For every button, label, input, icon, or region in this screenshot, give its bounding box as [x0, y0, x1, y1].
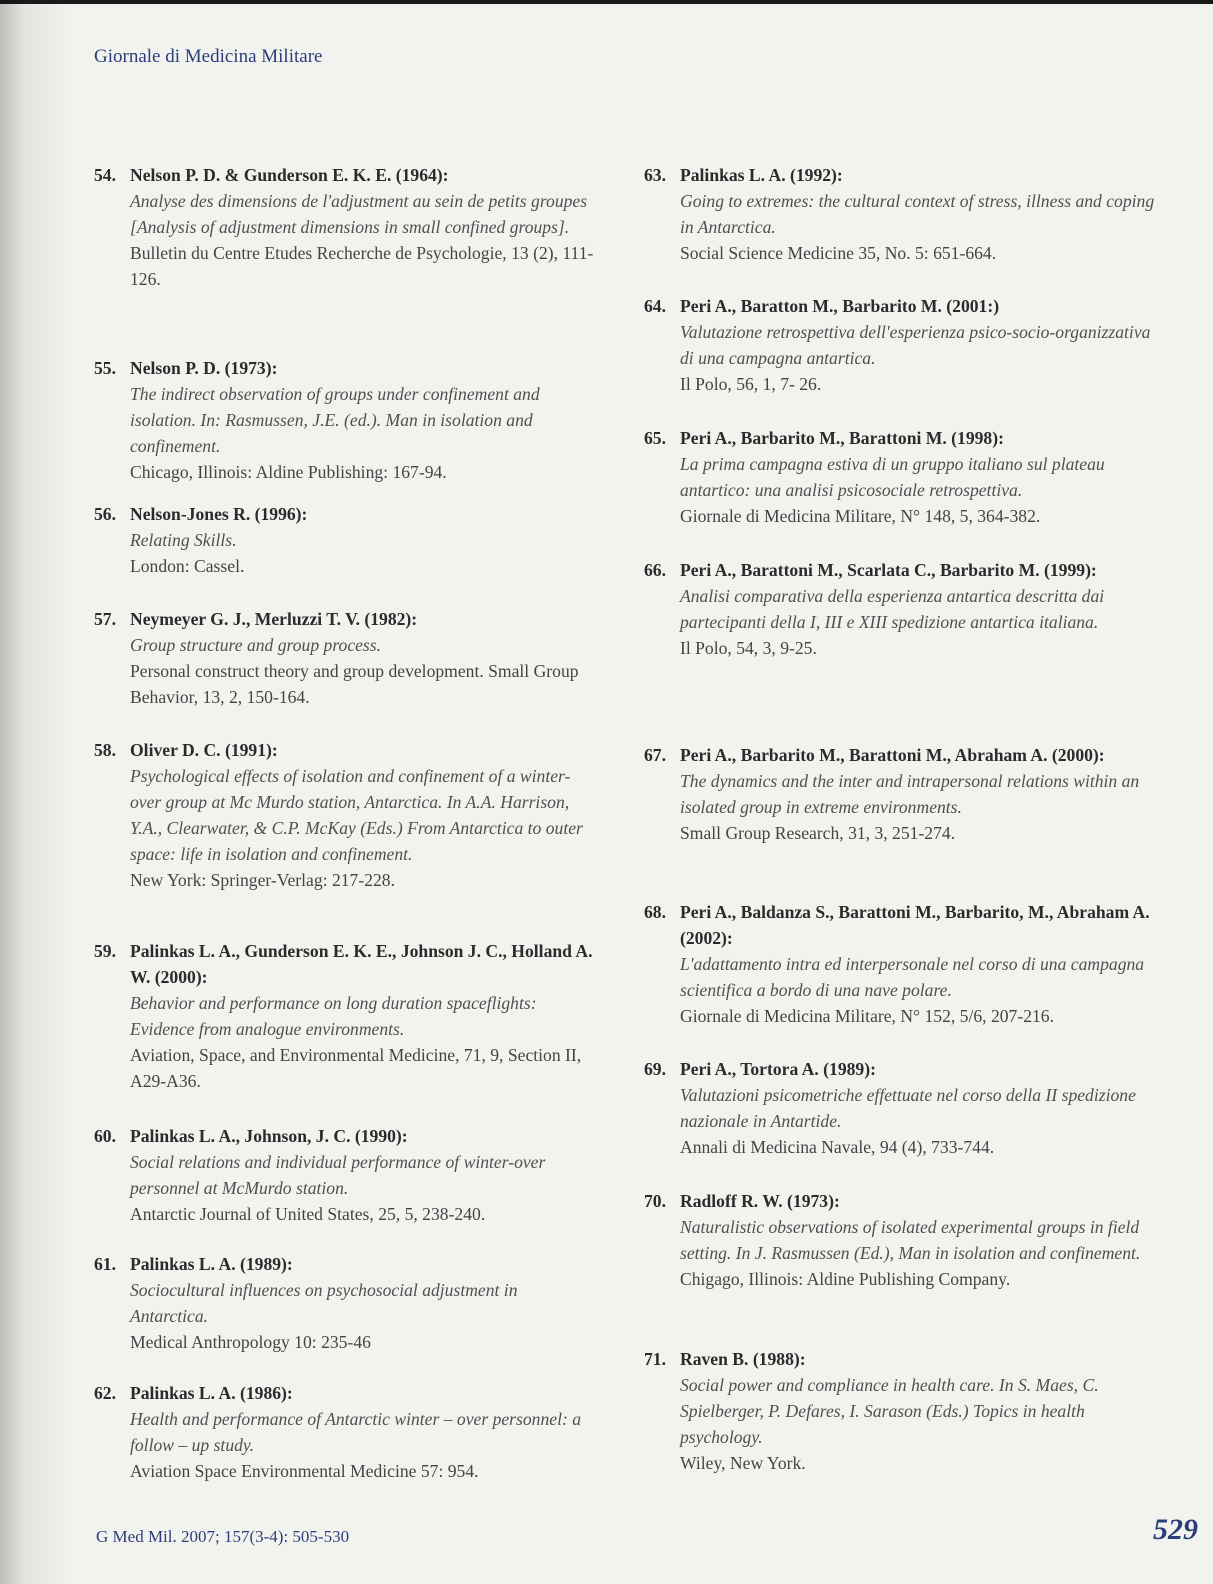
reference-title: Naturalistic observations of isolated experimental groups in field setting. In J. Rasmussen (Ed.), Man in isolation and confinement.: [680, 1217, 1141, 1263]
reference-number: 65.: [644, 428, 666, 448]
reference-publication: London: Cassel.: [130, 556, 245, 576]
reference-authors: Radloff R. W. (1973):: [680, 1191, 840, 1211]
reference-number: 61.: [94, 1254, 116, 1274]
reference-publication: New York: Springer-Verlag: 217-228.: [130, 870, 395, 890]
reference-title: Health and performance of Antarctic winter – over personnel: a follow – up study.: [130, 1409, 582, 1455]
reference-entry: [94, 1251, 594, 1355]
reference-publication: Chicago, Illinois: Aldine Publishing: 167-94.: [130, 462, 447, 482]
reference-entry: [94, 1380, 594, 1484]
reference-title: L'adattamento intra ed interpersonale nel corso di una campagna scientifica a bordo di una nave polare.: [680, 954, 1145, 1000]
reference-number: 58.: [94, 740, 116, 760]
reference-number: 70.: [644, 1191, 666, 1211]
reference-authors: Peri A., Baratton M., Barbarito M. (2001:): [680, 296, 1000, 316]
reference-authors: Palinkas L. A., Gunderson E. K. E., Johnson J. C., Holland A. W. (2000):: [130, 941, 593, 987]
reference-entry: [94, 737, 594, 893]
reference-title: Psychological effects of isolation and confinement of a winter-over group at Mc Murdo station, Antarctica. In A.A. Harrison, Y.A., Clearwater, & C.P. McKay (Eds.) From Antarctica to outer space: life in isolation and confinement.: [130, 766, 583, 864]
reference-publication: Giornale di Medicina Militare, N° 152, 5/6, 207-216.: [680, 1006, 1054, 1026]
reference-entry: [94, 938, 594, 1094]
reference-entry: [94, 1123, 594, 1227]
reference-entry: [94, 501, 594, 579]
reference-title: Valutazioni psicometriche effettuate nel corso della II spedizione nazionale in Antartide.: [680, 1085, 1136, 1131]
reference-authors: Neymeyer G. J., Merluzzi T. V. (1982):: [130, 609, 418, 629]
reference-title: Sociocultural influences on psychosocial adjustment in Antarctica.: [130, 1280, 518, 1326]
reference-publication: Personal construct theory and group development. Small Group Behavior, 13, 2, 150-164.: [130, 661, 579, 707]
reference-number: 54.: [94, 165, 116, 185]
reference-publication: Il Polo, 54, 3, 9-25.: [680, 638, 817, 658]
reference-publication: Il Polo, 56, 1, 7- 26.: [680, 374, 822, 394]
page-spine-shadow: [0, 0, 70, 1584]
reference-publication: Wiley, New York.: [680, 1453, 806, 1473]
reference-title: Relating Skills.: [130, 530, 237, 550]
reference-authors: Palinkas L. A. (1992):: [680, 165, 843, 185]
reference-publication: Antarctic Journal of United States, 25, 5, 238-240.: [130, 1204, 486, 1224]
reference-number: 57.: [94, 609, 116, 629]
reference-authors: Raven B. (1988):: [680, 1349, 806, 1369]
reference-authors: Oliver D. C. (1991):: [130, 740, 278, 760]
reference-entry: [644, 425, 1164, 529]
page-number: 529: [1153, 1513, 1198, 1546]
reference-entry: [94, 162, 594, 292]
reference-title: Social relations and individual performance of winter-over personnel at McMurdo station.: [130, 1152, 546, 1198]
reference-entry: [644, 293, 1164, 397]
reference-entry: [644, 557, 1164, 661]
reference-number: 60.: [94, 1126, 116, 1146]
reference-authors: Peri A., Baldanza S., Barattoni M., Barbarito, M., Abraham A. (2002):: [680, 902, 1150, 948]
reference-authors: Nelson P. D. (1973):: [130, 358, 278, 378]
reference-title: La prima campagna estiva di un gruppo italiano sul plateau antartico: una analisi psicosociale retrospettiva.: [680, 454, 1105, 500]
reference-number: 68.: [644, 902, 666, 922]
reference-entry: [94, 606, 594, 710]
reference-number: 69.: [644, 1059, 666, 1079]
reference-entry: [644, 1188, 1164, 1292]
reference-entry: [644, 162, 1164, 266]
reference-authors: Palinkas L. A. (1986):: [130, 1383, 293, 1403]
footer-citation: G Med Mil. 2007; 157(3-4): 505-530: [96, 1527, 350, 1546]
reference-number: 67.: [644, 745, 666, 765]
reference-title: Going to extremes: the cultural context of stress, illness and coping in Antarctica.: [680, 191, 1155, 237]
reference-authors: Nelson P. D. & Gunderson E. K. E. (1964):: [130, 165, 449, 185]
reference-publication: Medical Anthropology 10: 235-46: [130, 1332, 371, 1352]
reference-authors: Peri A., Tortora A. (1989):: [680, 1059, 876, 1079]
reference-entry: [644, 1346, 1164, 1476]
reference-number: 63.: [644, 165, 666, 185]
reference-number: 56.: [94, 504, 116, 524]
reference-number: 64.: [644, 296, 666, 316]
reference-authors: Peri A., Barbarito M., Barattoni M. (1998):: [680, 428, 1004, 448]
reference-publication: Small Group Research, 31, 3, 251-274.: [680, 823, 956, 843]
reference-authors: Peri A., Barattoni M., Scarlata C., Barbarito M. (1999):: [680, 560, 1097, 580]
reference-number: 62.: [94, 1383, 116, 1403]
reference-title: Analisi comparativa della esperienza antartica descritta dai partecipanti della I, III e XIII spedizione antartica italiana.: [680, 586, 1105, 632]
reference-publication: Giornale di Medicina Militare, N° 148, 5, 364-382.: [680, 506, 1041, 526]
reference-publication: Social Science Medicine 35, No. 5: 651-664.: [680, 243, 997, 263]
reference-authors: Peri A., Barbarito M., Barattoni M., Abraham A. (2000):: [680, 745, 1105, 765]
reference-publication: Annali di Medicina Navale, 94 (4), 733-744.: [680, 1137, 995, 1157]
reference-authors: Palinkas L. A., Johnson, J. C. (1990):: [130, 1126, 408, 1146]
reference-title: Valutazione retrospettiva dell'esperienza psico-socio-organizzativa di una campagna antartica.: [680, 322, 1151, 368]
reference-number: 66.: [644, 560, 666, 580]
reference-authors: Nelson-Jones R. (1996):: [130, 504, 308, 524]
reference-title: The indirect observation of groups under confinement and isolation. In: Rasmussen, J.E. (ed.). Man in isolation and confinement.: [130, 384, 540, 456]
reference-publication: Chigago, Illinois: Aldine Publishing Company.: [680, 1269, 1011, 1289]
reference-title: Social power and compliance in health care. In S. Maes, C. Spielberger, P. Defares, I. Sarason (Eds.) Topics in health psychology.: [680, 1375, 1099, 1447]
reference-publication: Bulletin du Centre Etudes Recherche de Psychologie, 13 (2), 111-126.: [130, 243, 594, 289]
reference-title: Analyse des dimensions de l'adjustment au sein de petits groupes [Analysis of adjustment dimensions in small confined groups].: [130, 191, 588, 237]
reference-publication: Aviation Space Environmental Medicine 57: 954.: [130, 1461, 479, 1481]
reference-entry: [94, 355, 594, 485]
reference-entry: [644, 899, 1164, 1029]
reference-number: 55.: [94, 358, 116, 378]
reference-title: Group structure and group process.: [130, 635, 382, 655]
reference-number: 71.: [644, 1349, 666, 1369]
reference-authors: Palinkas L. A. (1989):: [130, 1254, 293, 1274]
reference-entry: [644, 1056, 1164, 1160]
reference-publication: Aviation, Space, and Environmental Medicine, 71, 9, Section II, A29-A36.: [130, 1045, 582, 1091]
reference-entry: [644, 742, 1164, 846]
reference-title: Behavior and performance on long duration spaceflights: Evidence from analogue environments.: [130, 993, 537, 1039]
reference-title: The dynamics and the inter and intrapersonal relations within an isolated group in extreme environments.: [680, 771, 1140, 817]
reference-number: 59.: [94, 941, 116, 961]
journal-header: Giornale di Medicina Militare: [94, 46, 323, 67]
top-edge-line: [0, 0, 1213, 4]
